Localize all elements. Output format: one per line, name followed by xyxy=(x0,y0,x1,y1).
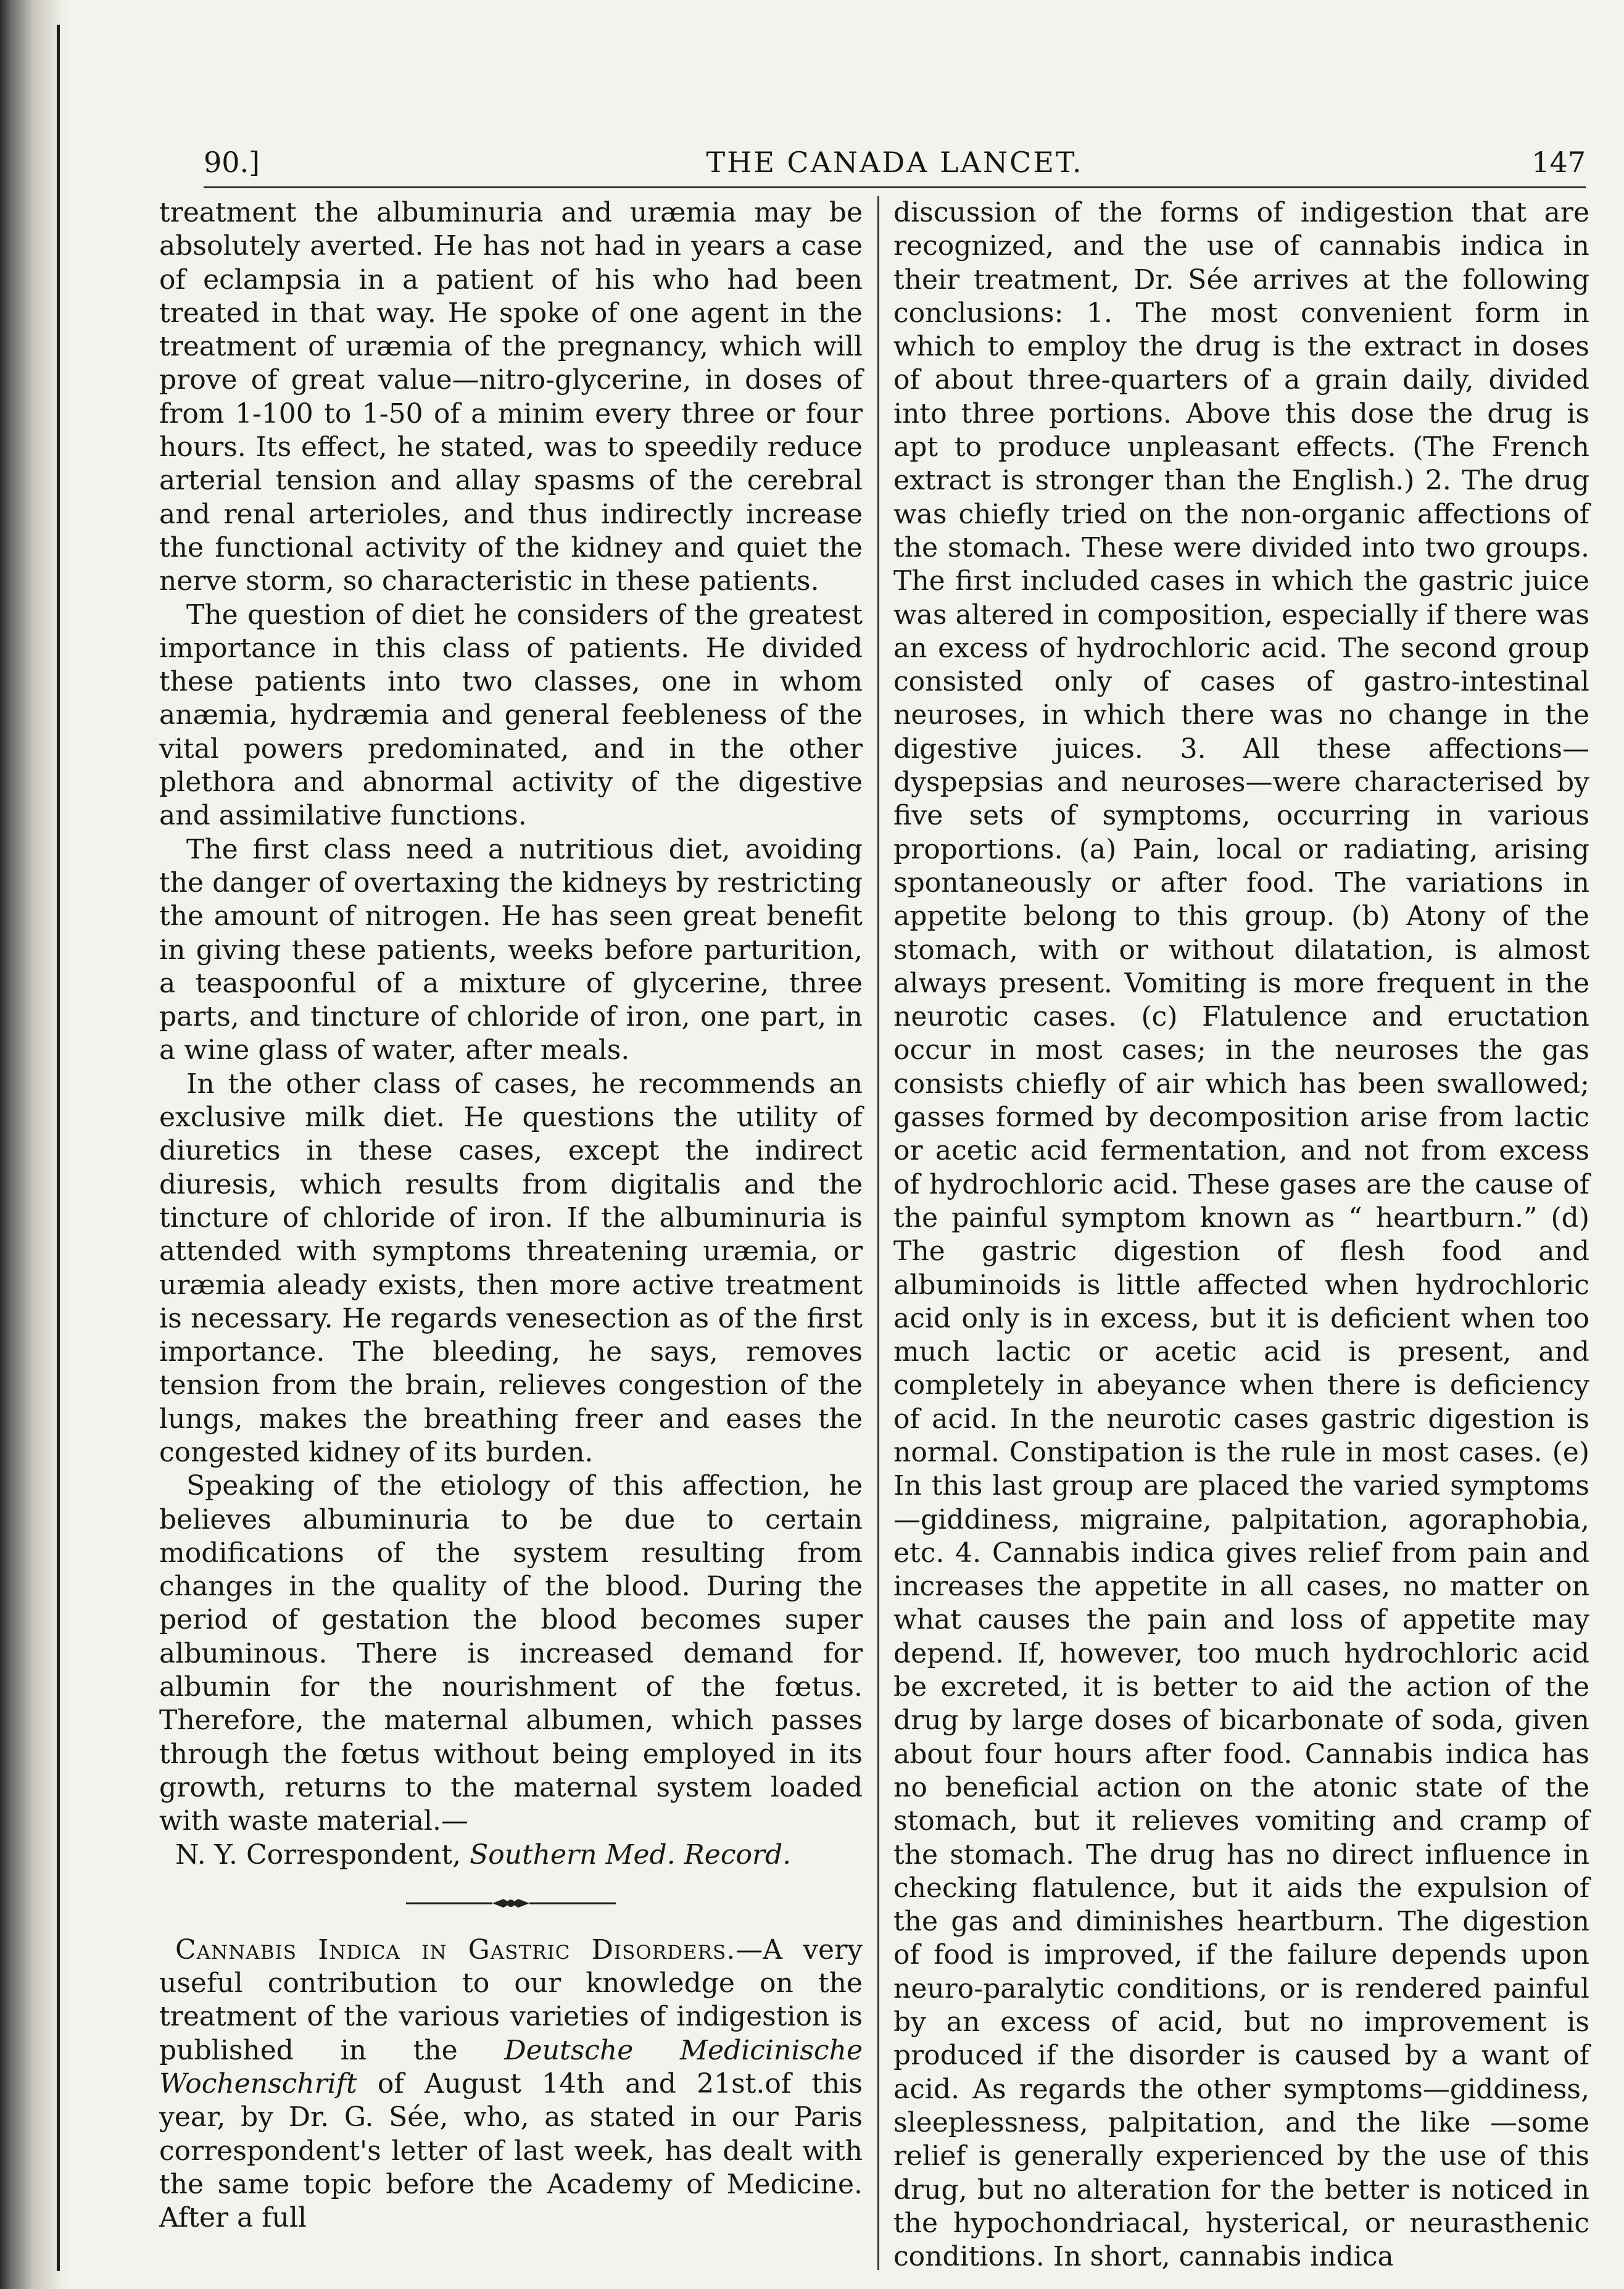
running-header xyxy=(204,141,1586,184)
list-label: (e) xyxy=(1552,1436,1589,1468)
section-divider-ornament xyxy=(406,1894,616,1913)
text-run: Atony of the stomach, with or without dilatation, is almost always present. Vomiting is more frequent in the neurotic cases. xyxy=(893,900,1589,1033)
list-label: (d) xyxy=(1551,1202,1589,1234)
page-number: 147 xyxy=(1531,146,1586,179)
paragraph: Speaking of the etiology of this affection, he believes albuminuria to be due to certain modifications of the system resulting from changes in the quality of the blood. During the period of gestation the blood becomes super albuminous. There is increased demand for albumin for the nourishment of the fœtus. Therefore, the maternal albumen, which passes through the fœtus without being employed in its growth, returns to the maternal system loaded with waste material.— xyxy=(159,1470,863,1837)
left-column xyxy=(159,196,863,2235)
journal-name: Deutsche Medicinische Wochenschrift xyxy=(159,2034,863,2100)
text-run: Pain, local or radiating, arising spontaneously or after food. The variations in appetite belong to this group. xyxy=(893,833,1589,933)
binding-line xyxy=(57,25,60,2271)
list-label: (a) xyxy=(1079,833,1117,865)
paragraph: In the other class of cases, he recommends an exclusive milk diet. He questions the utility of diuretics in these cases, except the indirect diuresis, which results from digitalis and the tincture of chloride of iron. If the albuminuria is attended with symptoms threatening uræmia, or uræmia aleady exists, then more active treatment is necessary. He regards venesection as of the first importance. The bleeding, he says, removes tension from the brain, relieves congestion of the lungs, makes the breathing freer and eases the congested kidney of its burden. xyxy=(159,1068,863,1468)
list-label: (c) xyxy=(1141,1001,1178,1033)
signature-line xyxy=(159,1838,863,1872)
text-run: The gastric digestion of flesh food and albuminoids is little affected when hydrochloric acid only is in excess, but it is deficient when too much lactic or acetic acid is present, and completely in abeyance when there is deficiency of acid. In the neurotic cases gastric digestion is normal. Constipation is the rule in most cases. xyxy=(893,1236,1589,1468)
paragraph xyxy=(893,196,1589,2274)
signature-source: Southern Med. Record. xyxy=(470,1838,792,1871)
article-text: —A very useful contribution to our knowledge on the treatment of the various varieties of indigestion is published in the xyxy=(159,1934,863,2066)
paragraph: The question of diet he considers of the greatest importance in this class of patients. He divided these patients into two classes, one in whom anæmia, hydræmia and general feebleness of the vital powers predominated, and in the other plethora and abnormal activity of the digestive and assimilative functions. xyxy=(159,599,863,832)
signature-text: N. Y. Correspondent, xyxy=(175,1838,462,1871)
header-rule xyxy=(204,186,1586,188)
paragraph: treatment the albuminuria and uræmia may be absolutely averted. He has not had in years a case of eclampsia in a patient of his who had been treated in that way. He spoke of one agent in the treatment of uræmia of the pregnancy, which will prove of great value—nitro-glycerine, in doses of from 1-100 to 1-50 of a minim every three or four hours. Its effect, he stated, was to speedily reduce arterial tension and allay spasms of the cerebral and renal arterioles, and thus indirectly increase the functional activity of the kidney and quiet the nerve storm, so characteristic in these patients. xyxy=(159,197,863,597)
text-run: discussion of the forms of indigestion that are recognized, and the use of cannabis indica in their treatment, Dr. Sée arrives at the following conclusions: 1. The most convenient form in which to employ the drug is the extract in doses of about three-quarters of a grain daily, divided into three portions. Above this dose the drug is apt to produce unpleasant effects. (The French extract is stronger than the English.) 2. The drug was chiefly tried on the non-organic affections of the stomach. These were divided into two groups. The first included cases in which the gastric juice was altered in composition, especially if there was an excess of hydrochloric acid. The second group consisted only of cases of gastro-intestinal neuroses, in which there was no change in the digestive juices. 3. All these affections—dyspepsias and neuroses—were characterised by five sets of symptoms, occurring in various proportions. xyxy=(893,197,1589,865)
text-run: Flatulence and eructation occur in most cases; in the neuroses the gas consists chiefly of air which has been swallowed; gasses formed by decomposition arise from lactic or acetic acid fermentation, and not from excess of hydrochloric acid. These gases are the cause of the painful symptom known as “ heartburn.” xyxy=(893,1001,1589,1234)
article-text: of August 14th and 21st.of this year, by Dr. G. Sée, who, as stated in our Paris correspondent's letter of last week, has dealt with the same topic before the Academy of Medicine. After a full xyxy=(159,2068,863,2234)
list-label: (b) xyxy=(1351,900,1390,933)
column-divider xyxy=(877,196,879,2270)
header-page-ref: 90.] xyxy=(204,146,260,179)
text-run: In this last group are placed the varied symptoms—giddiness, migraine, palpitation, agoraphobia, etc. 4. Cannabis indica gives relief from pain and increases the appetite in all cases, no matter on what causes the pain and loss of appetite may depend. If, however, too much hydrochloric acid be excreted, it is better to aid the action of the drug by large doses of bicarbonate of soda, given about four hours after food. Cannabis indica has no beneficial action on the atonic state of the stomach, but it relieves vomiting and cramp of the stomach. The drug has no direct influence in checking flatulence, but it aids the expulsion of the gas and diminishes heartburn. The digestion of food is improved, if the failure depends upon neuro-paralytic conditions, or is rendered painful by an excess of acid, but no improvement is produced if the disorder is caused by a want of acid. As regards the other symptoms—giddiness, sleeplessness, palpitation, and the like —some relief is generally experienced by the use of this drug, but no alteration for the better is noticed in the hypochondriacal, hysterical, or neurasthenic conditions. In short, cannabis indica xyxy=(893,1470,1589,2273)
journal-title: THE CANADA LANCET. xyxy=(706,146,1083,179)
article-paragraph xyxy=(159,1934,863,2235)
article-title: Cannabis Indica in Gastric Disorders. xyxy=(175,1934,736,1966)
right-column xyxy=(893,196,1589,2274)
paragraph: The first class need a nutritious diet, avoiding the danger of overtaxing the kidneys by restricting the amount of nitrogen. He has seen great benefit in giving these patients, weeks before parturition, a teaspoonful of a mixture of glycerine, three parts, and tincture of chloride of iron, one part, in a wine glass of water, after meals. xyxy=(159,833,863,1066)
